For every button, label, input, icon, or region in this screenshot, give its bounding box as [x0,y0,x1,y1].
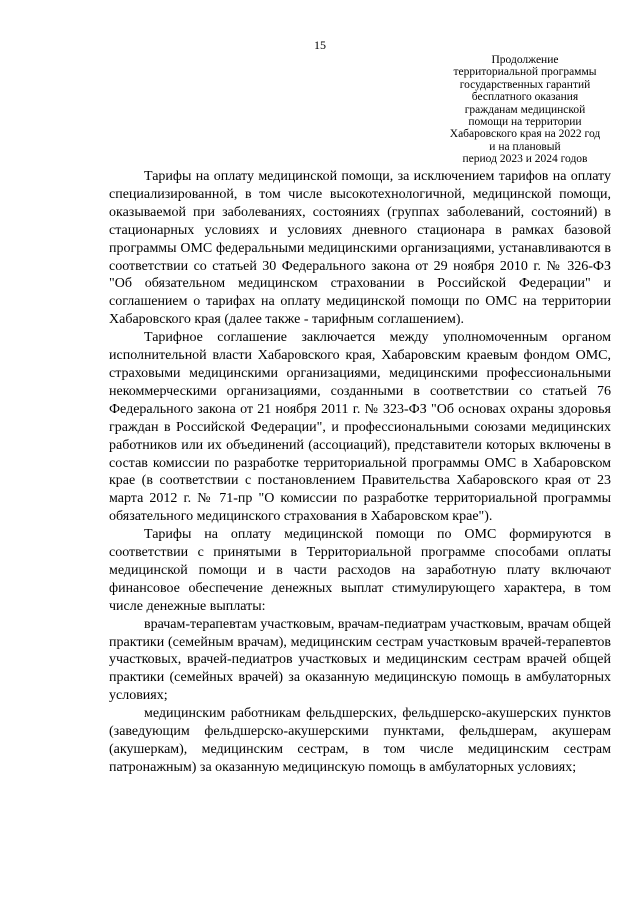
header-note-line: период 2023 и 2024 годов [462,153,588,166]
document-body [109,168,611,777]
header-note-line: и на плановый [489,140,561,153]
header-note-line: Хабаровского края на 2022 год [449,128,601,141]
paragraph-tariffs: Тарифы на оплату медицинской помощи, за исключением тарифов на оплату специализированной, в том числе высокотехнологичной, медицинской помощи, оказываемой при заболеваниях, состояниях (группах заболеваний, состояний) в стационарных условиях и условиях дневного стационара в рамках базовой программы ОМС федеральными медицинскими организациями, устанавливаются в соответствии со статьей 30 Федерального закона от 29 ноября 2010 г. № 326-ФЗ "Об обязательном медицинском страховании в Российской Федерации" и соглашением о тарифах на оплату медицинской помощи по ОМС на территории Хабаровского края (далее также - тарифным соглашением). [109,169,611,328]
paragraph-tariff-formation: Тарифы на оплату медицинской помощи по ОМС формируются в соответствии с принятыми в Территориальной программе способами оплаты медицинской помощи и в части расходов на заработную плату включают финансовое обеспечение денежных выплат стимулирующего характера, в том числе денежные выплаты: [109,527,611,614]
header-note-line: государственных гарантий [459,78,591,91]
paragraph-payments-feldsher: медицинским работникам фельдшерских, фельдшерско-акушерских пунктов (заведующим фельдшерско-акушерскими пунктами, фельдшерам, акушерам (акушеркам), медицинским сестрам, в том числе медицинским сестрам патронажным) за оказанную медицинскую помощь в амбулаторных условиях; [109,706,611,775]
header-note-line: гражданам медицинской [464,103,586,116]
header-note-line: территориальной программы [453,66,597,79]
document-header-note [420,54,630,166]
header-note-line: Продолжение [491,54,559,66]
page-number: 15 [314,38,326,52]
paragraph-payments-doctors: врачам-терапевтам участковым, врачам-педиатрам участковым, врачам общей практики (семейным врачам), медицинским сестрам участковым врачей-терапевтов участковых, врачей-педиатров участковых и медицинским сестрам врачей общей практики (семейных врачей) за оказанную медицинскую помощь в амбулаторных условиях; [109,616,611,704]
header-note-line: помощи на территории [468,116,582,129]
paragraph-tariff-agreement: Тарифное соглашение заключается между уполномоченным органом исполнительной власти Хабаровского края, Хабаровским краевым фондом ОМС, страховыми медицинскими организациями, медицинскими профессиональными некоммерческими организациями, созданными в соответствии со статьей 76 Федерального закона от 21 ноября 2011 г. № 323-ФЗ "Об основах охраны здоровья граждан в Российской Федерации", и профессиональными союзами медицинских работников или их объединений (ассоциаций), представители которых включены в состав комиссии по разработке территориальной программы ОМС в Хабаровском крае (в соответствии с постановлением Правительства Хабаровского края от 23 марта 2012 г. № 71-пр "О комиссии по разработке территориальной программы обязательного медицинского страхования в Хабаровском крае"). [109,330,611,525]
header-note-line: бесплатного оказания [471,91,579,104]
